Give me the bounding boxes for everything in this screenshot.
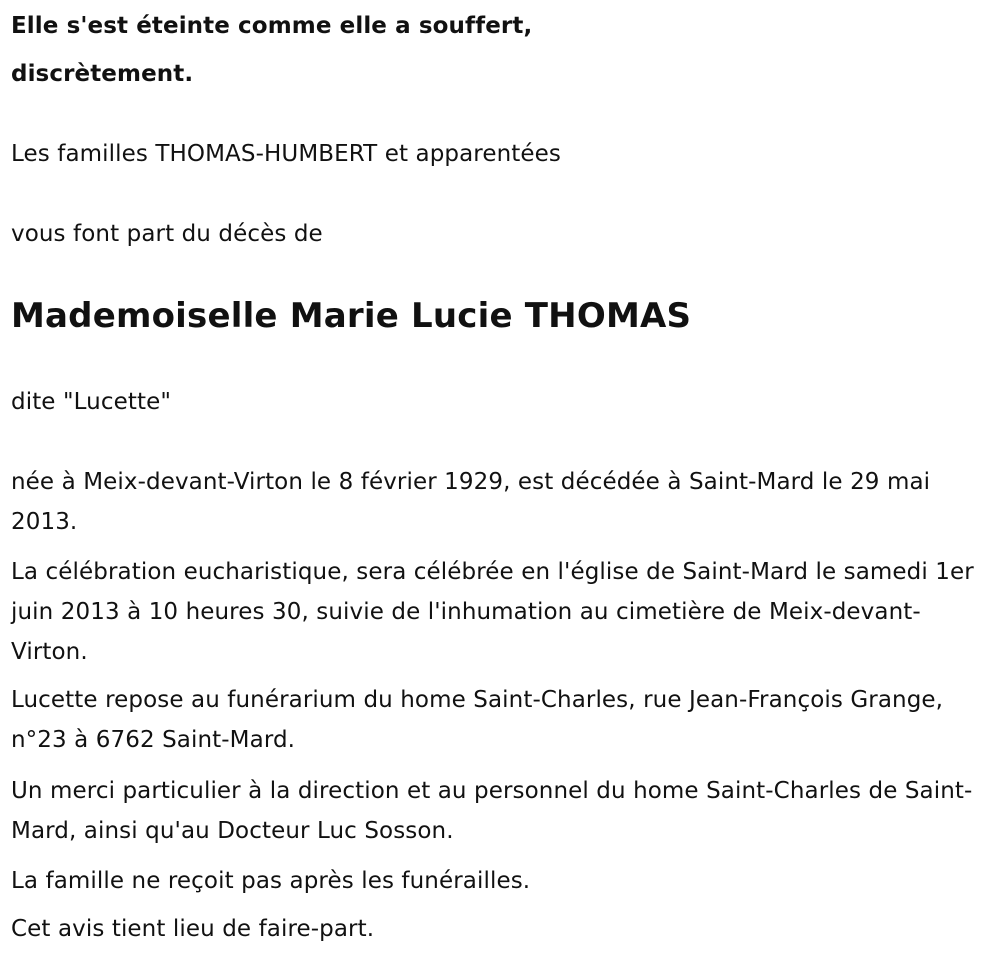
- deceased-name: Mademoiselle Marie Lucie THOMAS: [11, 296, 692, 336]
- resting-place-paragraph: Lucette repose au funérarium du home Saint-Charles, rue Jean-François Grange, n°23 à 6762 Saint-Mard.: [11, 687, 944, 753]
- thanks-paragraph: Un merci particulier à la direction et au personnel du home Saint-Charles de Saint-Mard, ainsi qu'au Docteur Luc Sosson.: [11, 778, 973, 844]
- notice-paragraph: Cet avis tient lieu de faire-part.: [11, 916, 375, 942]
- ceremony-paragraph: La célébration eucharistique, sera célébrée en l'église de Saint-Mard le samedi 1er juin 2013 à 10 heures 30, suivie de l'inhumation au cimetière de Meix-devant-Virton.: [11, 559, 974, 665]
- deceased-nickname: dite "Lucette": [11, 389, 171, 415]
- families-line: Les familles THOMAS-HUMBERT et apparentées: [11, 141, 561, 167]
- announcement-line: vous font part du décès de: [11, 221, 323, 247]
- epigraph-line-1: Elle s'est éteinte comme elle a souffert,: [11, 13, 533, 39]
- reception-paragraph: La famille ne reçoit pas après les funérailles.: [11, 868, 531, 894]
- birth-death-paragraph: née à Meix-devant-Virton le 8 février 1929, est décédée à Saint-Mard le 29 mai 2013.: [11, 469, 931, 535]
- epigraph-line-2: discrètement.: [11, 61, 194, 87]
